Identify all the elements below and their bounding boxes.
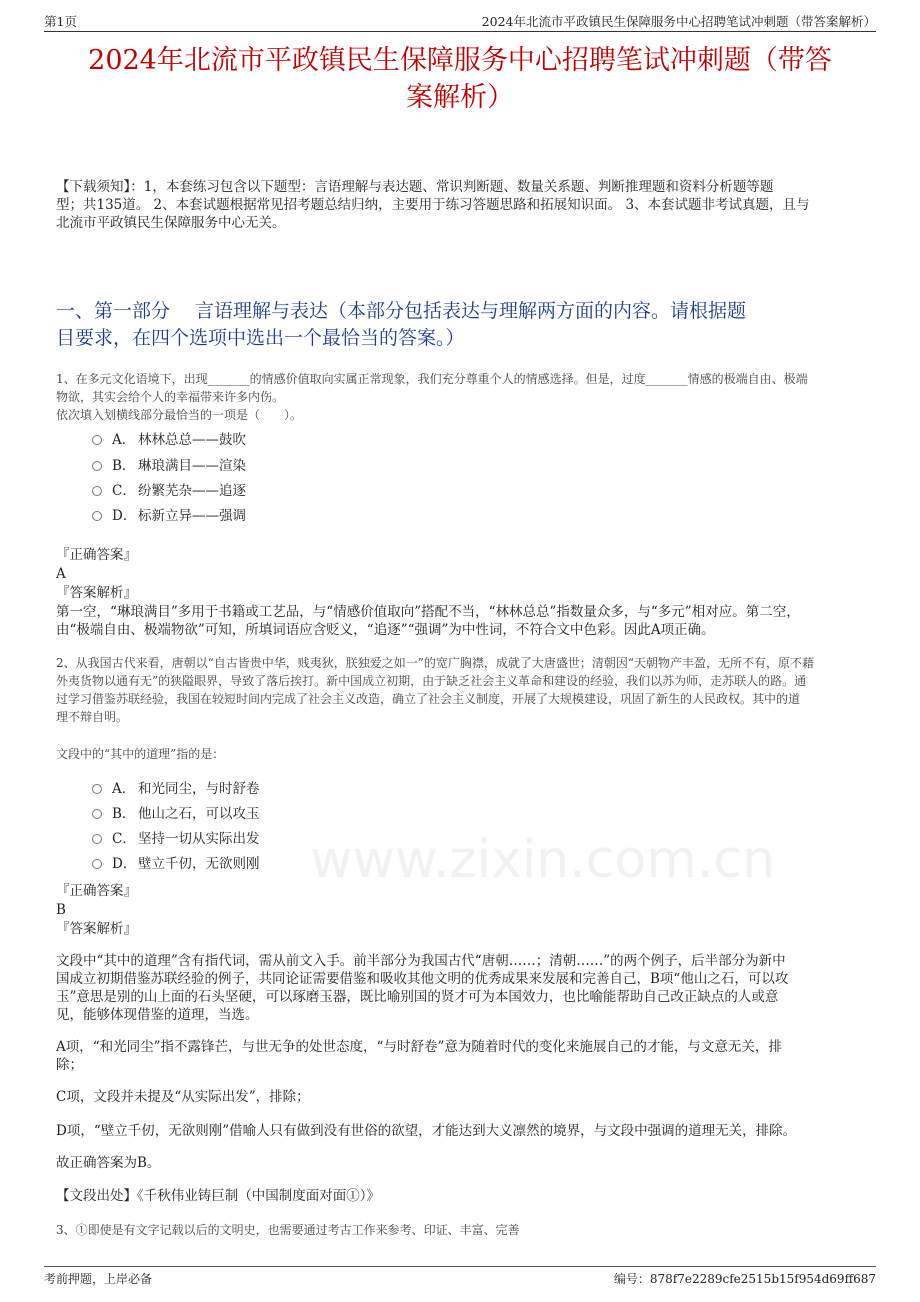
analysis-line: 玉”意思是别的山上面的石头坚硬，可以琢磨玉器，既比喻别国的贤才可为本国效力，也比喻能帮助自己改正缺点的人或意 <box>56 989 779 1005</box>
q2-source: 【文段出处】《千秋伟业铸巨制（中国制度面对面①）》 <box>56 1188 380 1204</box>
q2-analysis-option-c: C项，文段并未提及“从实际出发”，排除； <box>56 1089 310 1105</box>
option-text: 壁立千仞，无欲则刚 <box>138 856 260 872</box>
option-text: 纷繁芜杂——追逐 <box>138 483 246 499</box>
option-text: 标新立异——强调 <box>138 508 246 524</box>
option-letter: B． <box>112 806 136 822</box>
option-letter: C． <box>112 831 136 847</box>
title-line-1: 2024年北流市平政镇民生保障服务中心招聘笔试冲刺题（带答 <box>88 45 832 76</box>
analysis-line: 文段中“其中的道理”含有指代词，需从前文入手。前半部分为我国古代“唐朝……；清朝……”的两个例子，后半部分为新中 <box>56 953 786 969</box>
section-heading-line: 目要求，在四个选项中选出一个最恰当的答案。） <box>56 327 465 349</box>
radio-icon[interactable] <box>92 435 102 445</box>
q1-analysis-label: 『答案解析』 <box>56 585 137 601</box>
radio-icon[interactable] <box>92 784 102 794</box>
question-line: 1、在多元文化语境下，出现_______的情感价值取向实属正常现象，我们充分尊重个人的情感选择。但是，过度_______情感的极端自由、极端 <box>56 372 808 386</box>
radio-icon[interactable] <box>92 511 102 521</box>
q2-option-b[interactable] <box>92 805 260 823</box>
document-title <box>44 42 876 116</box>
section-heading-line: 一、第一部分 言语理解与表达（本部分包括表达与理解两方面的内容。请根据题 <box>56 300 747 322</box>
option-letter: B． <box>112 458 136 474</box>
analysis-line: 第一空，“琳琅满目”多用于书籍或工艺品，与“情感价值取向”搭配不当，“林林总总”指数量众多，与“多元”相对应。第二空， <box>56 604 800 620</box>
section-heading <box>56 298 868 352</box>
question-line: 外夷货物以通有无”的狭隘眼界，导致了落后挨打。新中国成立初期，由于缺乏社会主义革命和建设的经验，我们以苏为师，走苏联人的路。通 <box>56 674 807 688</box>
analysis-line: 除； <box>56 1057 83 1073</box>
running-header-title: 2024年北流市平政镇民生保障服务中心招聘笔试冲刺题（带答案解析） <box>481 14 876 29</box>
option-letter: A． <box>112 432 136 448</box>
q2-answer: B <box>56 902 66 918</box>
q1-answer-label: 『正确答案』 <box>56 547 137 563</box>
analysis-line: 见，能够体现借鉴的道理，当选。 <box>56 1007 259 1023</box>
notice-line: 北流市平政镇民生保障服务中心无关。 <box>56 215 286 231</box>
q2-option-c[interactable] <box>92 830 260 848</box>
question-line: 过学习借鉴苏联经验，我国在较短时间内完成了社会主义改造，确立了社会主义制度，开展了大规模建设，巩固了新生的人民政权。其中的道 <box>56 692 801 706</box>
footer-slogan: 考前押题，上岸必备 <box>44 1272 153 1286</box>
question-line: 2、从我国古代来看，唐朝以“自古皆贵中华，贱夷狄，朕独爱之如一”的宽广胸襟，成就了大唐盛世；清朝因“天朝物产丰盈，无所不有，原不藉 <box>56 656 815 670</box>
q1-analysis <box>56 603 868 639</box>
question-line: 依次填入划横线部分最恰当的一项是（ ）。 <box>56 408 303 422</box>
question-3-stem: 3、①即使是有文字记载以后的文明史，也需要通过考古工作来参考、印证、丰富、完善 <box>56 1223 520 1237</box>
option-text: 林林总总——鼓吹 <box>138 432 246 448</box>
q1-option-c[interactable] <box>92 482 246 500</box>
question-line: 理不辩自明。 <box>56 710 129 724</box>
option-letter: A． <box>112 781 136 797</box>
q2-answer-label: 『正确答案』 <box>56 883 137 899</box>
page-number: 第1页 <box>44 14 77 29</box>
footer-rule <box>44 1266 876 1267</box>
analysis-line: 由“极端自由、极端物欲”可知，所填词语应含贬义，“追逐”“强调”为中性词，不符合文中色彩。因此A项正确。 <box>56 622 715 638</box>
question-2-prompt: 文段中的“其中的道理”指的是： <box>56 747 225 761</box>
option-text: 琳琅满目——渲染 <box>138 458 246 474</box>
analysis-line: A项，“和光同尘”指不露锋芒，与世无争的处世态度，“与时舒卷”意为随着时代的变化来施展自己的才能，与文意无关，排 <box>56 1039 782 1055</box>
option-text: 他山之石，可以攻玉 <box>138 806 260 822</box>
radio-icon[interactable] <box>92 859 102 869</box>
header-rule <box>44 31 876 32</box>
q1-option-b[interactable] <box>92 457 246 475</box>
watermark: www.zixin.com.cn <box>310 830 775 890</box>
q2-option-d[interactable] <box>92 855 260 873</box>
question-1-stem <box>56 370 868 424</box>
question-2-stem <box>56 654 868 726</box>
option-letter: D． <box>112 508 137 524</box>
title-line-2: 案解析） <box>406 82 514 113</box>
footer-doc-id: 编号：878f7e2289cfe2515b15f954d69ff687 <box>613 1272 876 1286</box>
q1-option-d[interactable] <box>92 507 246 525</box>
option-text: 和光同尘，与时舒卷 <box>138 781 260 797</box>
q2-analysis-option-a <box>56 1038 868 1074</box>
q1-answer: A <box>56 566 66 582</box>
option-letter: C． <box>112 483 136 499</box>
q1-option-a[interactable] <box>92 431 246 449</box>
analysis-line: 国成立初期借鉴苏联经验的例子，共同论证需要借鉴和吸收其他文明的优秀成果来发展和完善自己，B项“他山之石，可以攻 <box>56 971 789 987</box>
radio-icon[interactable] <box>92 834 102 844</box>
q2-analysis-option-d: D项，“壁立千仞，无欲则刚”借喻人只有做到没有世俗的欲望，才能达到大义凛然的境界，与文段中强调的道理无关，排除。 <box>56 1123 797 1139</box>
option-letter: D． <box>112 856 137 872</box>
option-text: 坚持一切从实际出发 <box>138 831 260 847</box>
q2-option-a[interactable] <box>92 780 260 798</box>
q2-analysis-paragraph <box>56 952 868 1024</box>
question-line: 物欲，其实会给个人的幸福带来许多内伤。 <box>56 390 285 404</box>
radio-icon[interactable] <box>92 486 102 496</box>
radio-icon[interactable] <box>92 461 102 471</box>
radio-icon[interactable] <box>92 809 102 819</box>
q2-conclusion: 故正确答案为B。 <box>56 1155 161 1171</box>
notice-line: 型；共135道。 2、本套试题根据常见招考题总结归纳，主要用于练习答题思路和拓展知识面。 3、本套试题非考试真题，且与 <box>56 197 810 213</box>
q2-analysis-label: 『答案解析』 <box>56 921 137 937</box>
download-notice <box>56 178 874 232</box>
notice-line: 【下载须知】：1，本套练习包含以下题型：言语理解与表达题、常识判断题、数量关系题、判断推理题和资料分析题等题 <box>56 179 774 195</box>
